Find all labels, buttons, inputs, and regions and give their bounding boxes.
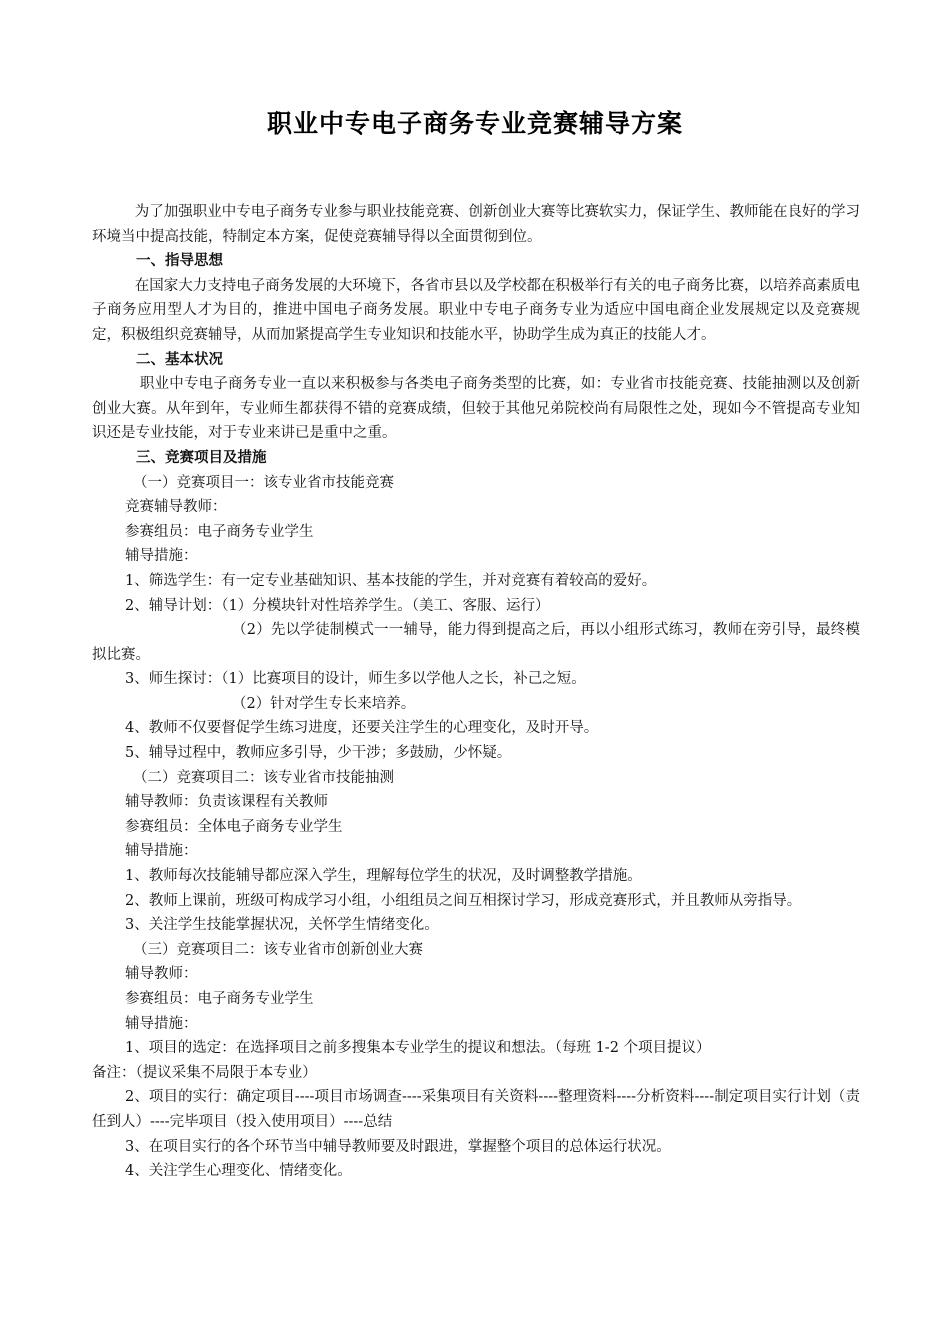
project3-title: （三）竞赛项目二：该专业省市创新创业大赛 — [133, 941, 423, 958]
project1-measure-2a: 2、辅导计划：（1）分模块针对性培养学生。（美工、客服、运行） — [125, 597, 550, 614]
project2-teacher: 辅导教师：负责该课程有关教师 — [125, 794, 328, 811]
project2-measure-2: 2、教师上课前，班级可构成学习小组，小组组员之间互相探讨学习，形成竞赛形式，并且教师从旁指导。 — [125, 892, 802, 909]
project1-measures-label: 辅导措施： — [125, 548, 198, 565]
project1-measure-4: 4、教师不仅要督促学生练习进度，还要关注学生的心理变化，及时开导。 — [125, 720, 599, 737]
project2-measure-3: 3、关注学生技能掌握状况，关怀学生情绪变化。 — [125, 917, 439, 934]
project1-teacher: 竞赛辅导教师： — [125, 499, 227, 516]
section-heading-projects: 三、竞赛项目及措施 — [136, 449, 267, 466]
project1-measure-2b: （2）先以学徒制模式一一辅导，能力得到提高之后，再以小组形式练习，教师在旁引导，最终模拟比赛。 — [92, 622, 860, 663]
project2-group: 参赛组员：全体电子商务专业学生 — [125, 818, 343, 835]
project1-measure-3b: （2）针对学生专长来培养。 — [232, 695, 416, 712]
project3-measures-label: 辅导措施： — [125, 1015, 198, 1032]
section-heading-status: 二、基本状况 — [136, 351, 223, 368]
project1-measure-1: 1、筛选学生：有一定专业基础知识、基本技能的学生，并对竞赛有着较高的爱好。 — [125, 572, 657, 589]
section-heading-guiding: 一、指导思想 — [136, 253, 223, 270]
project3-measure-2: 2、项目的实行：确定项目----项目市场调查----采集项目有关资料----整理资料----分析资料----制定项目实行计划（责任到人）----完毕项目（投入使用项目）----总结 — [92, 1089, 860, 1130]
intro-paragraph: 为了加强职业中专电子商务专业参与职业技能竞赛、创新创业大赛等比赛软实力，保证学生、教师能在良好的学习环境当中提高技能，特制定本方案，促使竞赛辅导得以全面贯彻到位。 — [92, 204, 860, 245]
document-body — [92, 200, 860, 1184]
project1-measure-3a: 3、师生探讨：（1）比赛项目的设计，师生多以学他人之长，补己之短。 — [125, 671, 586, 688]
project3-measure-4: 4、关注学生心理变化、情绪变化。 — [125, 1163, 352, 1180]
project1-title: （一）竞赛项目一：该专业省市技能竞赛 — [133, 474, 394, 491]
section-text-status: 职业中专电子商务专业一直以来积极参与各类电子商务类型的比赛，如：专业省市技能竞赛、技能抽测以及创新创业大赛。从年到年，专业师生都获得不错的竞赛成绩，但较于其他兄弟院校尚有局限性之处，现如今不管提高专业知识还是专业技能，对于专业来讲已是重中之重。 — [92, 376, 860, 442]
project3-group: 参赛组员：电子商务专业学生 — [125, 991, 314, 1007]
document-title: 职业中专电子商务专业竞赛辅导方案 — [266, 109, 683, 138]
project3-note: 备注：（提议采集不局限于本专业） — [92, 1064, 317, 1081]
project1-group: 参赛组员：电子商务专业学生 — [125, 523, 314, 540]
section-text-guiding: 在国家大力支持电子商务发展的大环境下，各省市县以及学校都在积极举行有关的电子商务比赛，以培养高素质电子商务应用型人才为目的，推进中国电子商务发展。职业中专电子商务专业为适应中国电商企业发展规定以及竞赛规定，积极组织竞赛辅导，从而加紧提高学生专业知识和技能水平，协助学生成为真正的技能人才。 — [92, 277, 860, 343]
project3-measure-1: 1、项目的选定：在选择项目之前多搜集本专业学生的提议和想法。（每班 1-2 个项目提议） — [125, 1040, 711, 1057]
project3-measure-3: 3、在项目实行的各个环节当中辅导教师要及时跟进，掌握整个项目的总体运行状况。 — [125, 1138, 671, 1155]
project2-title: （二）竞赛项目二：该专业省市技能抽测 — [133, 769, 394, 786]
project3-teacher: 辅导教师： — [125, 966, 198, 983]
project1-measure-5: 5、辅导过程中，教师应多引导，少干涉；多鼓励，少怀疑。 — [125, 745, 512, 762]
project2-measure-1: 1、教师每次技能辅导都应深入学生，理解每位学生的状况，及时调整教学措施。 — [125, 868, 642, 885]
project2-measures-label: 辅导措施： — [125, 843, 198, 860]
